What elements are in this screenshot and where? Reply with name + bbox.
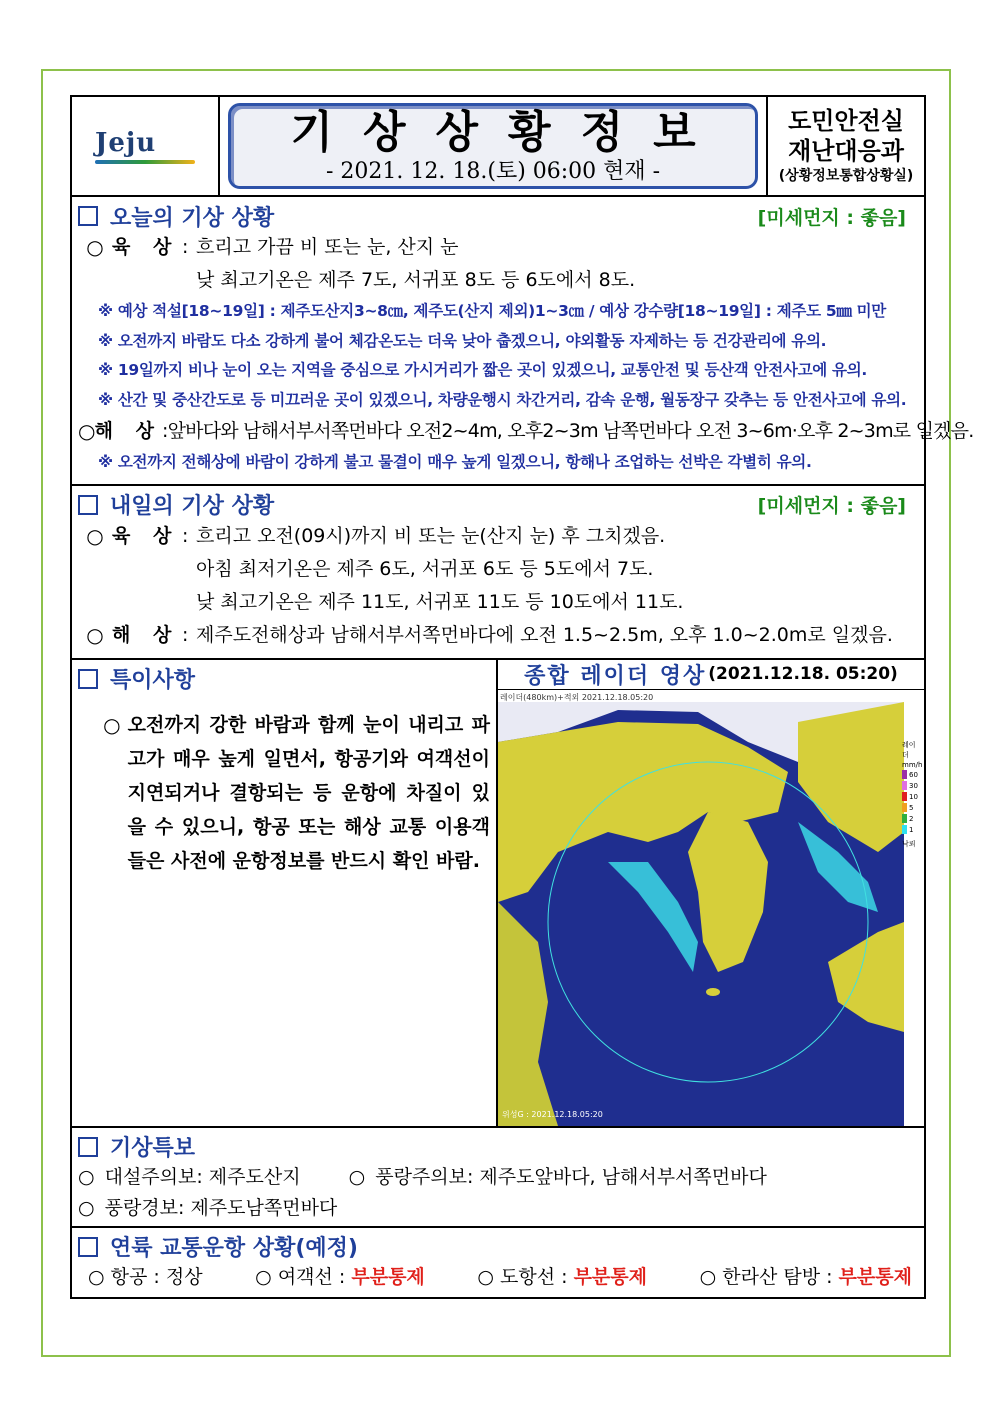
circle-bullet-icon: ○ [78, 1165, 95, 1188]
today-note-2: ※ 오전까지 바람도 다소 강하게 불어 체감온도는 더욱 낮아 춥겠으니, 야외활동 자제하는 등 건강관리에 유의. [98, 331, 827, 350]
ferry-label: 여객선 : [277, 1265, 352, 1288]
today-note-4: ※ 산간 및 중산간도로 등 미끄러운 곳이 있겠으니, 차량운행시 차간거리, 감속 운행, 월동장구 갖추는 등 안전사고에 유의. [98, 390, 907, 409]
warnings-title [78, 1131, 195, 1162]
legend-value: 1 [909, 825, 914, 834]
legend-color [902, 803, 907, 812]
tomorrow-dust: [미세먼지 : 좋음] [757, 495, 906, 517]
legend-swatch [902, 803, 922, 813]
sea-label: 해 상 [112, 623, 180, 646]
traffic-row [78, 1262, 918, 1293]
circle-bullet-icon: ○ [86, 235, 104, 259]
today-land-row [78, 231, 918, 264]
radar-panel [496, 660, 924, 1126]
warning-item-1 [78, 1166, 301, 1188]
logo-swoosh-icon [95, 160, 195, 164]
legend-lightning: 낙뢰 [902, 839, 916, 848]
today-land-line2: 낮 최고기온은 제주 7도, 서귀포 8도 등 6도에서 8도. [196, 269, 636, 291]
report-header [72, 97, 924, 197]
legend-swatch [902, 781, 922, 791]
traffic-title-text: 연륙 교통운항 상황(예정) [110, 1236, 358, 1261]
tomorrow-land-row [78, 520, 918, 553]
warnings-row-1 [78, 1162, 918, 1193]
legend-value: 2 [909, 814, 914, 823]
special-notes [72, 660, 496, 1126]
legend-swatches [902, 770, 922, 835]
hallasan-label: 한라산 탐방 : [722, 1265, 839, 1288]
weather-report-sheet [70, 95, 974, 1299]
legend-swatch [902, 814, 922, 824]
legend-value: 30 [909, 781, 918, 790]
checkbox-square-icon [78, 495, 98, 515]
legend-value: 10 [909, 792, 918, 801]
radar-footer: 위성G : 2021.12.18.05:20 [502, 1109, 603, 1119]
circle-bullet-icon: ○ [86, 622, 104, 647]
warning-text-3: 풍랑경보: 제주도남쪽먼바다 [104, 1196, 338, 1219]
tomorrow-land-line1: 흐리고 오전(09시)까지 비 또는 눈(산지 눈) 후 그치겠음. [196, 524, 666, 547]
traffic-air [88, 1262, 203, 1293]
checkbox-square-icon [78, 206, 98, 226]
today-sea-line: 앞바다와 남해서부서쪽먼바다 오전2~4m, 오후2~3m 남쪽먼바다 오전 3~6m·오후 2~3m로 일겠음. [167, 420, 974, 442]
circle-bullet-icon: ○ [103, 712, 121, 737]
radar-title-text: 종합 레이더 영상 [524, 663, 707, 689]
today-sea-note: ※ 오전까지 전해상에 바람이 강하게 불고 물결이 매우 높게 일겠으니, 항해나 조업하는 선박은 각별히 유의. [98, 453, 812, 471]
special-title-text: 특이사항 [110, 668, 196, 693]
legend-color [902, 792, 907, 801]
warning-text-1: 대설주의보: 제주도산지 [104, 1165, 301, 1188]
radar-legend [902, 740, 922, 850]
title-area [220, 97, 766, 195]
legend-value: 60 [909, 770, 918, 779]
today-note-1: ※ 예상 적설[18~19일] : 제주도산지3~8㎝, 제주도(산지 제외)1~3㎝ / 예상 강수량[18~19일] : 제주도 5㎜ 미만 [98, 302, 886, 320]
traffic-title [78, 1231, 358, 1262]
traffic-section [72, 1228, 924, 1297]
tomorrow-land-line2: 아침 최저기온은 제주 6도, 서귀포 6도 등 5도에서 7도. [196, 557, 654, 580]
legend-swatch [902, 825, 922, 835]
today-title [78, 201, 274, 232]
legend-color [902, 825, 907, 834]
today-land-line1: 흐리고 가끔 비 또는 눈, 산지 눈 [196, 236, 459, 258]
radar-caption: 레이더(480km)+적외 2021.12.18.05:20 [500, 692, 654, 702]
today-dust: [미세먼지 : 좋음] [757, 206, 906, 229]
island-value: 부분통제 [573, 1265, 647, 1288]
report-title: 기상상황정보 [290, 107, 726, 158]
legend-color [902, 781, 907, 790]
land-label: 육 상 [112, 524, 180, 547]
title-box [228, 103, 758, 189]
dept-line1: 도민안전실 [788, 107, 904, 135]
tomorrow-land-line3: 낮 최고기온은 제주 11도, 서귀포 11도 등 10도에서 11도. [196, 590, 684, 613]
colon: : [182, 236, 189, 258]
circle-bullet-icon: ○ [348, 1165, 366, 1188]
tomorrow-title-text: 내일의 기상 상황 [110, 494, 275, 519]
traffic-ferry [255, 1262, 425, 1293]
traffic-hallasan [700, 1262, 912, 1293]
circle-bullet-icon: ○ [86, 523, 104, 548]
tomorrow-section [72, 486, 924, 660]
circle-bullet-icon: ○ [78, 1196, 95, 1219]
today-sea-row [78, 415, 974, 448]
land-label: 육 상 [112, 236, 180, 258]
checkbox-square-icon [78, 1237, 98, 1257]
dept-line2: 재난대응과 [788, 137, 904, 165]
tomorrow-title [78, 489, 274, 520]
ferry-value: 부분통제 [351, 1265, 425, 1288]
hallasan-value: 부분통제 [838, 1265, 912, 1288]
circle-bullet-icon: ○ [699, 1265, 717, 1288]
air-label: 항공 : [110, 1265, 166, 1288]
radar-satellite-image [498, 702, 904, 1126]
sea-label: 해 상 [94, 420, 162, 442]
legend-value: 5 [909, 803, 914, 812]
special-body: 오전까지 강한 바람과 함께 눈이 내리고 파고가 매우 높게 일면서, 항공기와 여객선이 지연되거나 결항되는 등 운항에 차질이 있을 수 있으니, 항공 또는 해상 교통 이용객들은 사전에 운항정보를 반드시 확인 바람. [127, 713, 490, 872]
colon: : [161, 420, 168, 442]
legend-color [902, 770, 907, 779]
special-title [78, 663, 195, 694]
legend-color [902, 814, 907, 823]
circle-bullet-icon: ○ [78, 419, 95, 443]
warning-text-2: 풍랑주의보: 제주도앞바다, 남해서부서쪽먼바다 [375, 1165, 767, 1188]
colon: : [182, 524, 189, 547]
warning-item-3 [78, 1197, 337, 1219]
tomorrow-sea-line: 제주도전해상과 남해서부서쪽먼바다에 오전 1.5~2.5m, 오후 1.0~2.0m로 일겠음. [196, 623, 893, 646]
colon: : [182, 623, 189, 646]
circle-bullet-icon: ○ [255, 1265, 272, 1288]
air-value: 정상 [165, 1265, 203, 1288]
dept-line3: (상황정보통합상황실) [778, 168, 914, 184]
legend-swatch [902, 770, 922, 780]
jeju-logo [72, 97, 220, 195]
special-section [72, 660, 924, 1128]
radar-timestamp: (2021.12.18. 05:20) [708, 664, 898, 684]
warnings-section [72, 1128, 924, 1228]
circle-bullet-icon: ○ [88, 1265, 105, 1288]
legend-title: 레이더 [902, 740, 916, 759]
report-date: - 2021. 12. 18.(토) 06:00 현재 - [326, 159, 661, 184]
logo-text: Jeju [95, 128, 157, 158]
legend-swatch [902, 792, 922, 802]
today-note-3: ※ 19일까지 비나 눈이 오는 지역을 중심으로 가시거리가 짧은 곳이 있겠으니, 교통안전 및 등산객 안전사고에 유의. [98, 361, 867, 379]
traffic-island-ferry [477, 1262, 647, 1293]
today-section [72, 197, 974, 486]
legend-unit: mm/h [902, 760, 923, 769]
tomorrow-sea-row [78, 619, 918, 652]
warnings-row-2 [78, 1193, 918, 1224]
department [766, 97, 924, 195]
checkbox-square-icon [78, 669, 98, 689]
warning-item-2 [349, 1166, 767, 1188]
today-title-text: 오늘의 기상 상황 [110, 205, 275, 231]
island-label: 도항선 : [500, 1265, 574, 1288]
circle-bullet-icon: ○ [477, 1265, 494, 1288]
warnings-title-text: 기상특보 [110, 1136, 196, 1161]
radar-title [498, 660, 924, 690]
checkbox-square-icon [78, 1137, 98, 1157]
